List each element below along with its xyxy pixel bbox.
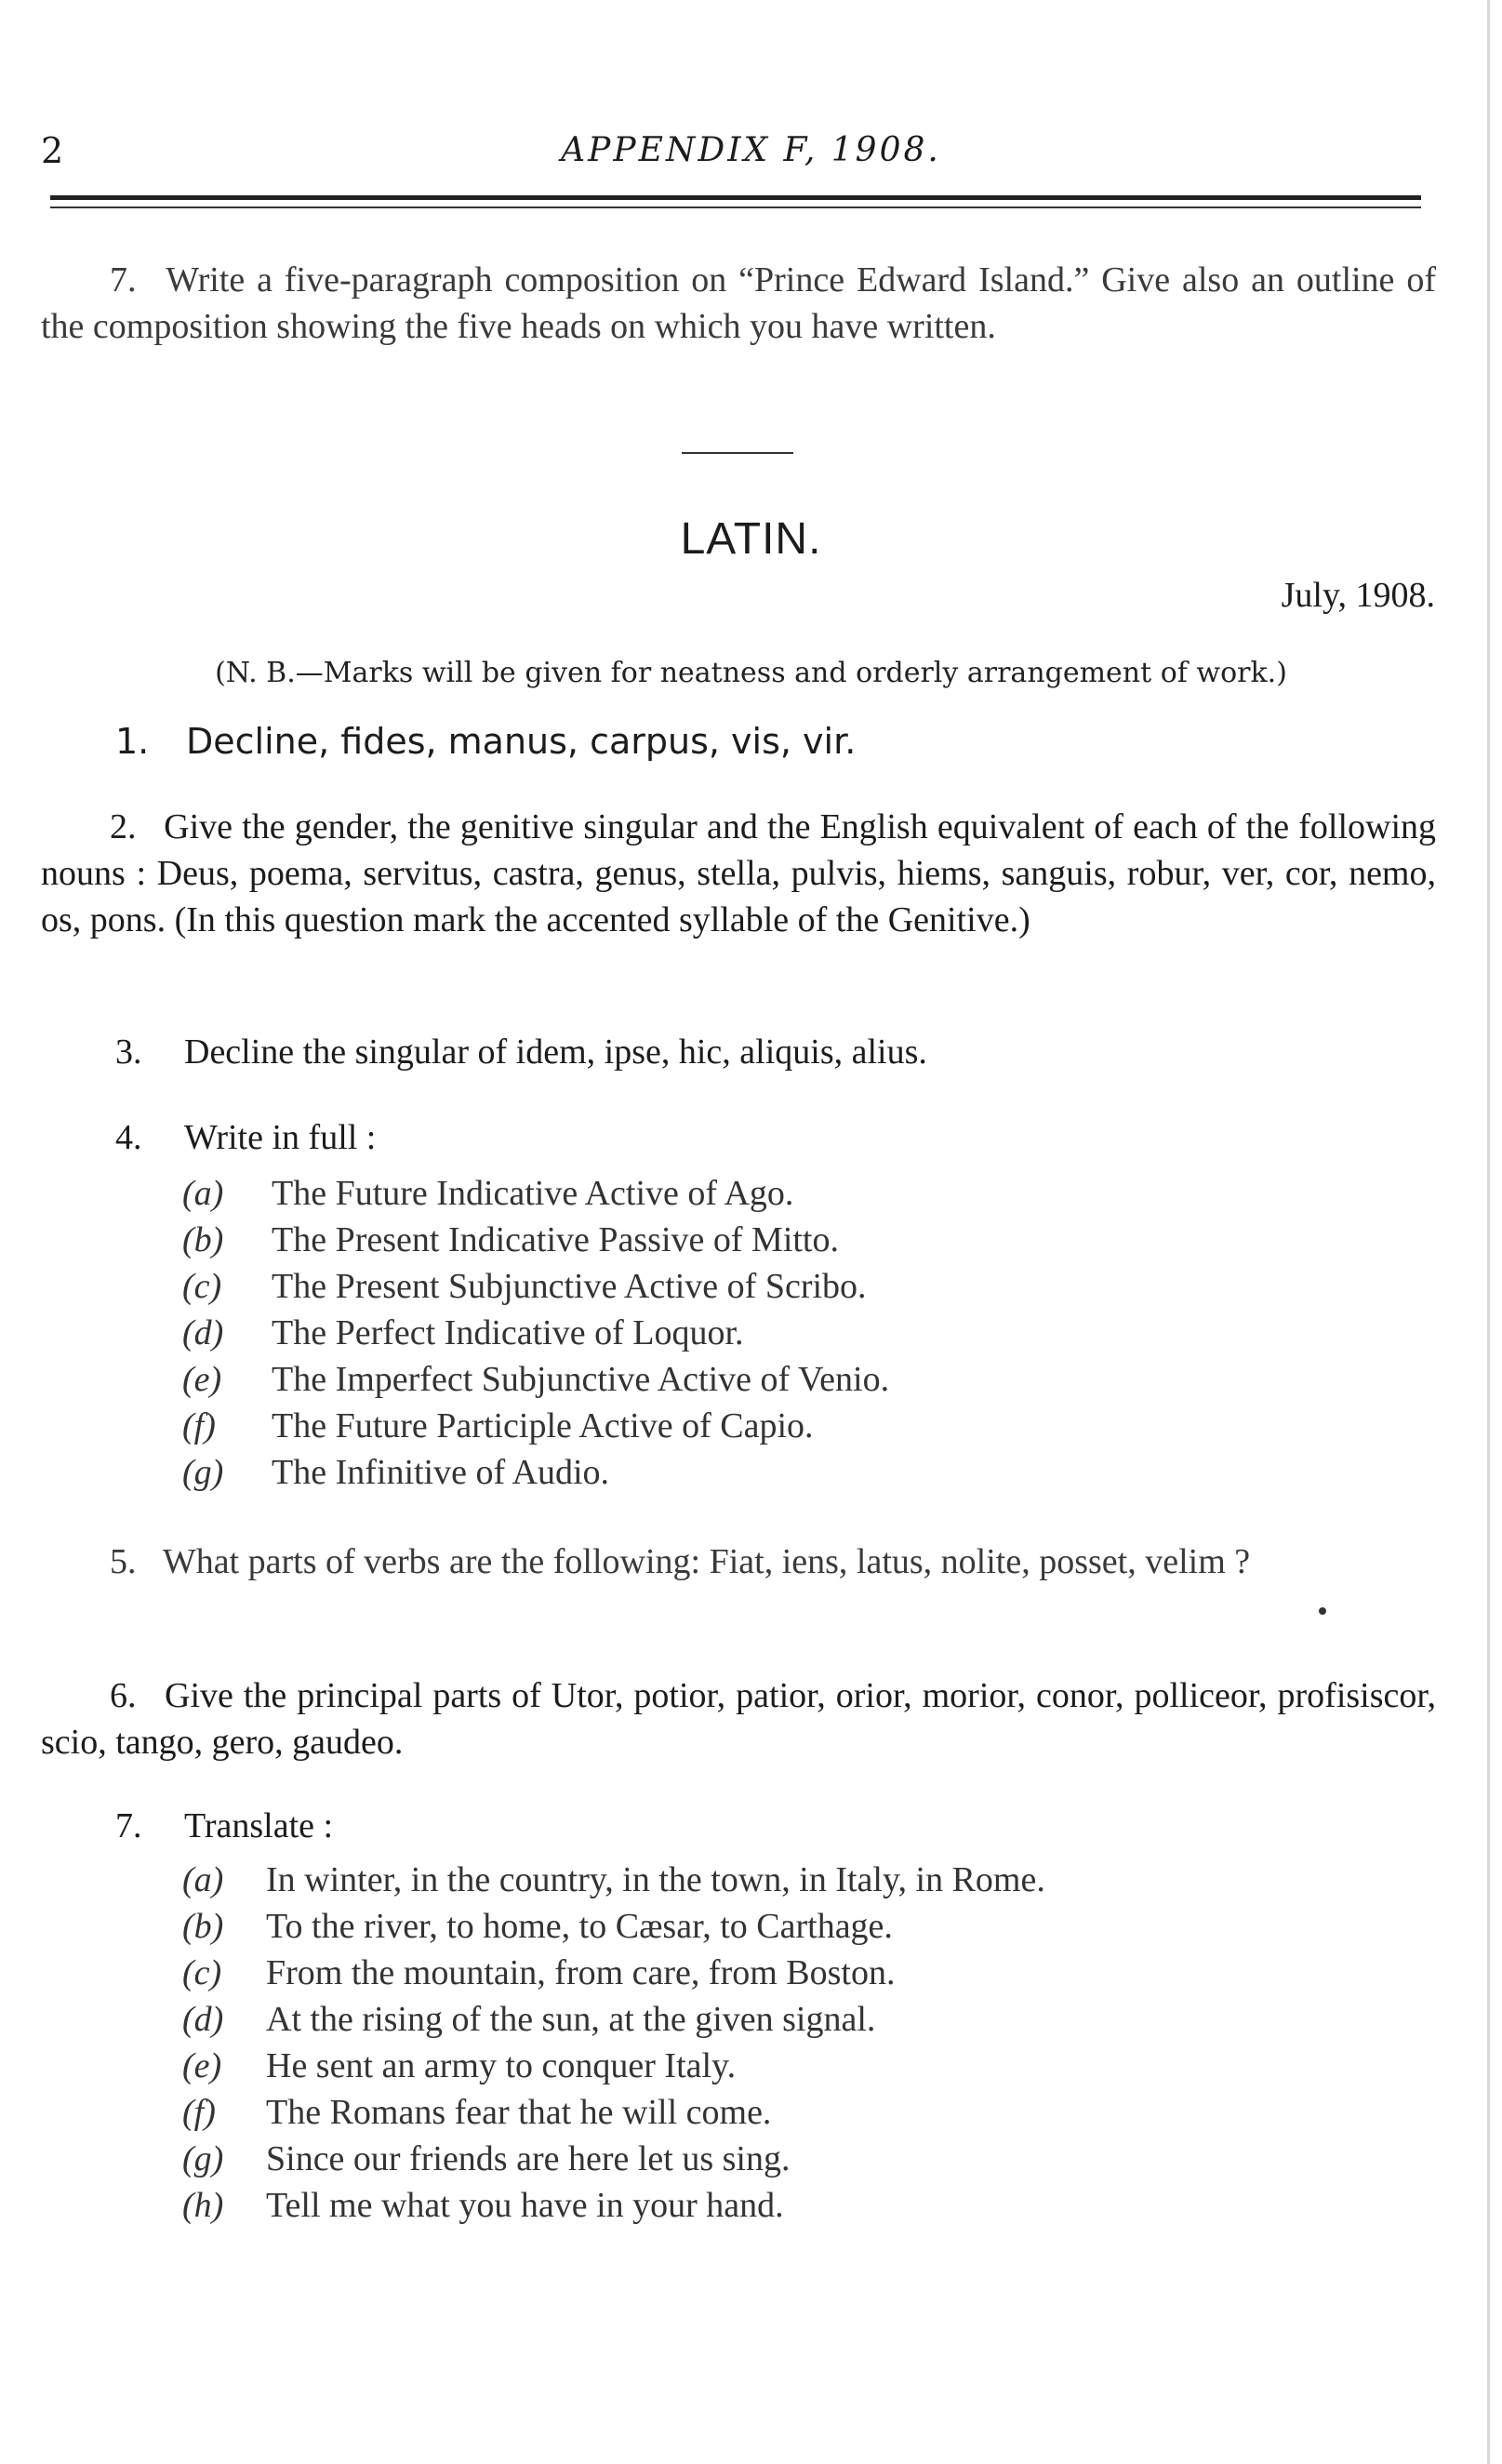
list-item: [182, 1356, 889, 1403]
item-letter: (d): [182, 1313, 224, 1352]
question-1-number: 1.: [115, 721, 150, 762]
item-letter: (a): [182, 1174, 224, 1213]
question-5-number: 5.: [110, 1542, 137, 1581]
list-item: [182, 1996, 875, 2043]
prev-question-paragraph: [41, 257, 1436, 350]
item-letter: (e): [182, 2046, 222, 2085]
item-letter: (c): [182, 1953, 222, 1992]
list-item: [182, 2182, 784, 2229]
item-text: The Future Indicative Active of Ago.: [272, 1174, 794, 1213]
item-letter: (g): [182, 2139, 224, 2178]
list-item: [182, 2089, 771, 2136]
item-text: The Perfect Indicative of Loquor.: [272, 1313, 744, 1352]
question-4-text: Write in full :: [184, 1118, 377, 1157]
item-text: Tell me what you have in your hand.: [266, 2186, 784, 2225]
question-2: [41, 804, 1436, 943]
list-item: [182, 1403, 814, 1449]
item-text: At the rising of the sun, at the given signal.: [266, 2000, 876, 2039]
question-1: [115, 718, 856, 765]
question-4-number: 4.: [115, 1118, 142, 1157]
item-letter: (f): [182, 1406, 216, 1445]
item-text: The Present Subjunctive Active of Scribo.: [272, 1267, 867, 1306]
item-letter: (b): [182, 1220, 224, 1259]
question-7-text: Translate :: [184, 1806, 334, 1845]
question-6-number: 6.: [110, 1676, 137, 1715]
prev-question-number: 7.: [110, 260, 137, 300]
list-item: [182, 1217, 839, 1263]
header-rule-thin: [50, 206, 1421, 208]
item-text: Since our friends are here let us sing.: [266, 2139, 791, 2178]
item-letter: (d): [182, 2000, 224, 2039]
prev-question-text: Write a five-paragraph composition on “Prince Edward Island.” Give also an outline of the composition showing the five heads on which you have written.: [41, 260, 1436, 346]
item-letter: (h): [182, 2186, 224, 2225]
section-title: LATIN.: [680, 514, 822, 564]
list-item: [182, 2043, 736, 2089]
item-text: From the mountain, from care, from Boston.: [266, 1953, 896, 1992]
exam-date: July, 1908.: [1281, 576, 1435, 615]
list-item: [182, 1449, 609, 1496]
question-3-number: 3.: [115, 1032, 142, 1072]
question-2-text: Give the gender, the genitive singular and the English equivalent of each of the following nouns : Deus, poema, servitus, castra, genus, stella, pulvis, hiems, sanguis, robur, ver, cor, nemo, os, pons. (In this question mark the accented syllable of the Genitive.): [41, 807, 1437, 939]
question-4: [115, 1114, 376, 1161]
item-text: The Infinitive of Audio.: [272, 1453, 610, 1492]
item-letter: (a): [182, 1860, 224, 1899]
list-item: [182, 1903, 893, 1950]
question-6-text: Give the principal parts of Utor, potior, patior, orior, morior, conor, polliceor, profisiscor, scio, tango, gero, gaudeo.: [41, 1676, 1437, 1762]
section-divider: [682, 452, 793, 454]
item-text: In winter, in the country, in the town, in Italy, in Rome.: [266, 1860, 1045, 1899]
page-edge-shadow: [1487, 0, 1490, 2464]
list-item: [182, 1310, 744, 1356]
item-letter: (b): [182, 1907, 224, 1946]
question-5: [41, 1538, 1436, 1585]
question-2-number: 2.: [110, 807, 137, 846]
item-letter: (f): [182, 2093, 216, 2132]
question-3-text: Decline the singular of idem, ipse, hic, aliquis, alius.: [184, 1032, 927, 1072]
item-text: To the river, to home, to Cæsar, to Carthage.: [266, 1907, 893, 1946]
list-item: [182, 1950, 896, 1996]
list-item: [182, 1263, 867, 1310]
item-letter: (c): [182, 1267, 222, 1306]
question-7: [115, 1803, 333, 1849]
item-letter: (g): [182, 1453, 224, 1492]
item-letter: (e): [182, 1360, 222, 1399]
item-text: The Future Participle Active of Capio.: [272, 1406, 814, 1445]
item-text: The Romans fear that he will come.: [266, 2093, 772, 2132]
page-number: 2: [41, 130, 64, 171]
question-1-text: Decline, fides, manus, carpus, vis, vir.: [186, 721, 857, 762]
question-3: [115, 1029, 927, 1075]
ink-speck: [1319, 1607, 1326, 1615]
exam-note: (N. B.—Marks will be given for neatness and orderly arrangement of work.): [215, 657, 1287, 689]
item-text: The Imperfect Subjunctive Active of Venio.: [272, 1360, 890, 1399]
item-text: The Present Indicative Passive of Mitto.: [272, 1220, 839, 1259]
question-7-number: 7.: [115, 1806, 142, 1845]
question-5-text: What parts of verbs are the following: Fiat, iens, latus, nolite, posset, velim ?: [162, 1542, 1251, 1581]
list-item: [182, 1170, 793, 1217]
question-6: [41, 1672, 1436, 1765]
list-item: [182, 2136, 791, 2182]
item-text: He sent an army to conquer Italy.: [266, 2046, 737, 2085]
list-item: [182, 1857, 1045, 1903]
header-rule-thick: [50, 195, 1421, 200]
running-header-title: APPENDIX F, 1908.: [561, 131, 941, 169]
